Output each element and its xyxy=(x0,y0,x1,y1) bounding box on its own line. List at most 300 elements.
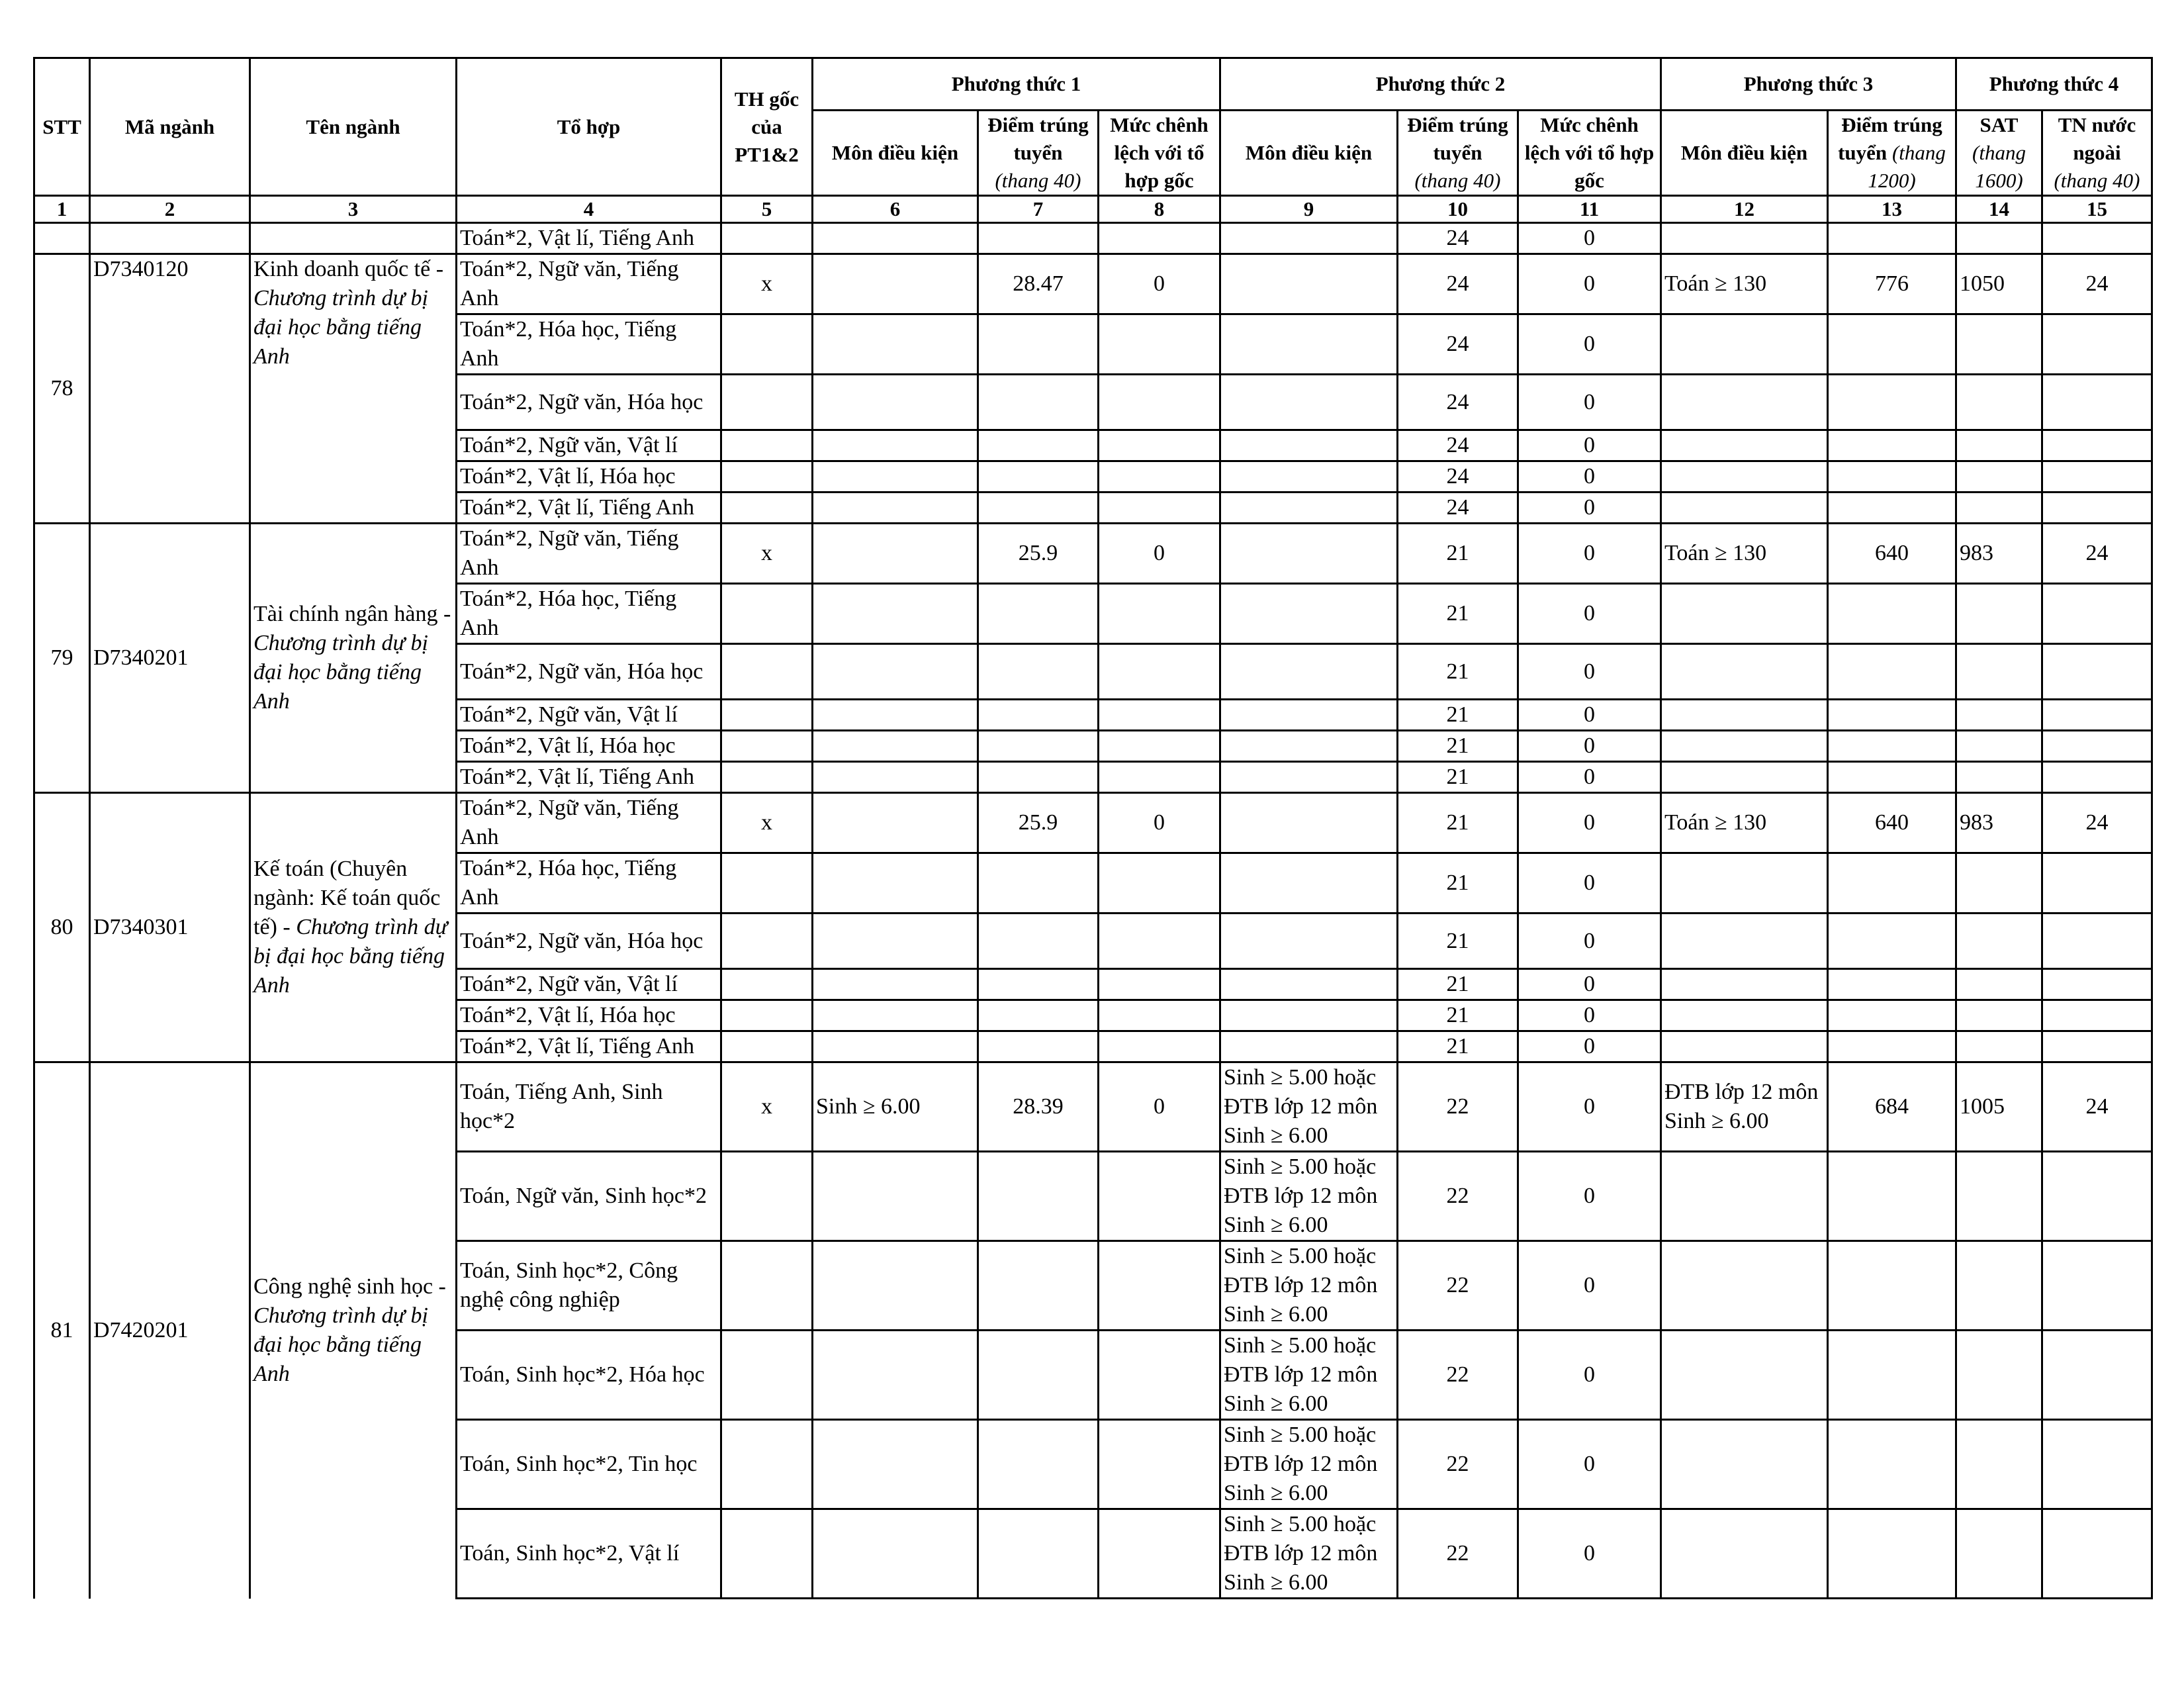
cell-empty xyxy=(813,644,978,700)
cell-empty xyxy=(978,492,1099,524)
cell-pt2-mon: Sinh ≥ 5.00 hoặc ĐTB lớp 12 môn Sinh ≥ 6.00 xyxy=(1220,1509,1398,1599)
cell-pt2-chenh: 0 xyxy=(1518,492,1661,524)
header-pt2-mon: Môn điều kiện xyxy=(1220,111,1398,196)
cell-empty xyxy=(1099,914,1220,969)
cell-pt2-chenh: 0 xyxy=(1518,644,1661,700)
cell-empty xyxy=(813,731,978,762)
cell-empty xyxy=(721,700,813,731)
cell-empty xyxy=(1956,762,2042,793)
cell-empty xyxy=(1956,223,2042,254)
cell-empty xyxy=(2042,1000,2152,1031)
cell-pt3-mon: Toán ≥ 130 xyxy=(1661,793,1828,853)
cell-to-hop: Toán*2, Ngữ văn, Vật lí xyxy=(457,430,721,461)
cell-empty xyxy=(1099,1000,1220,1031)
cell-empty xyxy=(1220,223,1398,254)
cell-pt3-diem: 776 xyxy=(1828,254,1956,314)
cell-to-hop: Toán*2, Hóa học, Tiếng Anh xyxy=(457,584,721,644)
cell-empty xyxy=(1661,1031,1828,1062)
cell-empty xyxy=(34,223,90,254)
header-pt1: Phương thức 1 xyxy=(813,58,1220,111)
cell-empty xyxy=(1661,1331,1828,1420)
cell-pt1-diem: 25.9 xyxy=(978,524,1099,584)
cell-empty xyxy=(1956,375,2042,430)
cell-empty xyxy=(2042,644,2152,700)
cell-pt2-diem: 21 xyxy=(1398,853,1518,914)
cell-pt2-chenh: 0 xyxy=(1518,700,1661,731)
cell-pt2-diem: 24 xyxy=(1398,223,1518,254)
cell-pt2-diem: 21 xyxy=(1398,914,1518,969)
header-pt3-mon: Môn điều kiện xyxy=(1661,111,1828,196)
cell-pt1-chenh: 0 xyxy=(1099,1062,1220,1152)
cell-pt2-mon xyxy=(1220,644,1398,700)
cell-to-hop: Toán*2, Vật lí, Tiếng Anh xyxy=(457,762,721,793)
cell-empty xyxy=(1828,853,1956,914)
cell-empty xyxy=(1661,461,1828,492)
cell-empty xyxy=(813,914,978,969)
header-pt2: Phương thức 2 xyxy=(1220,58,1661,111)
header-pt2-diem-label: Điểm trúng tuyển xyxy=(1407,113,1508,164)
cell-empty xyxy=(2042,1420,2152,1509)
cell-empty xyxy=(978,1331,1099,1420)
cell-th-goc: x xyxy=(721,793,813,853)
cell-empty xyxy=(813,223,978,254)
cell-ma-nganh: D7420201 xyxy=(90,1062,250,1599)
header-sat xyxy=(1956,111,2042,196)
cell-empty xyxy=(1661,700,1828,731)
cell-to-hop: Toán*2, Vật lí, Hóa học xyxy=(457,731,721,762)
cell-empty xyxy=(721,584,813,644)
cell-pt2-chenh: 0 xyxy=(1518,524,1661,584)
cell-empty xyxy=(2042,700,2152,731)
cell-pt2-diem: 21 xyxy=(1398,524,1518,584)
cell-empty xyxy=(1099,853,1220,914)
cell-empty xyxy=(1661,492,1828,524)
admission-table xyxy=(33,57,2153,1599)
cell-pt2-diem: 24 xyxy=(1398,492,1518,524)
col-number: 2 xyxy=(90,196,250,223)
cell-to-hop: Toán*2, Vật lí, Hóa học xyxy=(457,1000,721,1031)
ten-nganh-main: Kế toán (Chuyên ngành: Kế toán quốc tế) - xyxy=(253,857,441,939)
table-row xyxy=(34,223,2152,254)
cell-empty xyxy=(2042,731,2152,762)
cell-empty xyxy=(1099,1241,1220,1331)
cell-to-hop: Toán*2, Ngữ văn, Vật lí xyxy=(457,969,721,1000)
cell-pt2-mon xyxy=(1220,430,1398,461)
cell-empty xyxy=(978,1509,1099,1599)
cell-empty xyxy=(721,1509,813,1599)
cell-empty xyxy=(2042,1241,2152,1331)
cell-empty xyxy=(1099,584,1220,644)
cell-pt2-mon xyxy=(1220,492,1398,524)
cell-pt2-diem: 21 xyxy=(1398,700,1518,731)
cell-empty xyxy=(2042,853,2152,914)
cell-pt3-mon: Toán ≥ 130 xyxy=(1661,254,1828,314)
cell-empty xyxy=(2042,584,2152,644)
cell-empty xyxy=(978,584,1099,644)
cell-pt2-diem: 24 xyxy=(1398,314,1518,375)
cell-pt2-mon xyxy=(1220,731,1398,762)
col-number: 3 xyxy=(250,196,457,223)
cell-empty xyxy=(1661,731,1828,762)
cell-to-hop: Toán*2, Ngữ văn, Tiếng Anh xyxy=(457,254,721,314)
cell-pt2-diem: 21 xyxy=(1398,762,1518,793)
cell-tn: 24 xyxy=(2042,1062,2152,1152)
cell-pt3-diem: 640 xyxy=(1828,524,1956,584)
cell-empty xyxy=(2042,914,2152,969)
cell-pt2-mon xyxy=(1220,793,1398,853)
table-row xyxy=(34,254,2152,314)
cell-pt2-mon xyxy=(1220,375,1398,430)
cell-empty xyxy=(813,1420,978,1509)
cell-to-hop: Toán, Sinh học*2, Tin học xyxy=(457,1420,721,1509)
cell-pt1-chenh: 0 xyxy=(1099,254,1220,314)
cell-empty xyxy=(1956,430,2042,461)
cell-empty xyxy=(2042,969,2152,1000)
cell-sat: 1005 xyxy=(1956,1062,2042,1152)
cell-pt2-chenh: 0 xyxy=(1518,731,1661,762)
cell-empty xyxy=(1661,430,1828,461)
cell-empty xyxy=(1956,584,2042,644)
cell-pt1-chenh: 0 xyxy=(1099,524,1220,584)
cell-empty xyxy=(978,700,1099,731)
cell-to-hop: Toán, Sinh học*2, Hóa học xyxy=(457,1331,721,1420)
cell-pt2-mon xyxy=(1220,584,1398,644)
cell-empty xyxy=(721,1331,813,1420)
cell-to-hop: Toán*2, Ngữ văn, Vật lí xyxy=(457,700,721,731)
cell-empty xyxy=(1956,1241,2042,1331)
cell-empty xyxy=(1099,314,1220,375)
ten-nganh-main: Kinh doanh quốc tế - xyxy=(253,257,444,281)
cell-pt2-chenh: 0 xyxy=(1518,762,1661,793)
cell-empty xyxy=(978,375,1099,430)
header-ten-nganh: Tên ngành xyxy=(250,58,457,196)
cell-pt1-diem: 28.39 xyxy=(978,1062,1099,1152)
cell-pt2-chenh: 0 xyxy=(1518,1509,1661,1599)
cell-pt2-chenh: 0 xyxy=(1518,1152,1661,1241)
cell-empty xyxy=(1661,1509,1828,1599)
cell-pt2-diem: 22 xyxy=(1398,1331,1518,1420)
cell-pt2-diem: 21 xyxy=(1398,969,1518,1000)
cell-pt2-diem: 21 xyxy=(1398,644,1518,700)
cell-empty xyxy=(1828,1420,1956,1509)
cell-th-goc: x xyxy=(721,254,813,314)
cell-empty xyxy=(978,853,1099,914)
cell-empty xyxy=(1099,969,1220,1000)
col-number: 13 xyxy=(1828,196,1956,223)
cell-pt2-chenh: 0 xyxy=(1518,1031,1661,1062)
table-body xyxy=(34,223,2152,1599)
header-pt3-diem-scale: (thang 1200) xyxy=(1868,141,1946,192)
cell-empty xyxy=(1956,969,2042,1000)
col-number: 5 xyxy=(721,196,813,223)
cell-empty xyxy=(978,644,1099,700)
cell-to-hop: Toán, Sinh học*2, Công nghệ công nghiệp xyxy=(457,1241,721,1331)
cell-empty xyxy=(1956,1152,2042,1241)
cell-empty xyxy=(813,375,978,430)
cell-empty xyxy=(1956,914,2042,969)
cell-empty xyxy=(721,1420,813,1509)
cell-to-hop: Toán*2, Hóa học, Tiếng Anh xyxy=(457,314,721,375)
header-stt: STT xyxy=(34,58,90,196)
cell-empty xyxy=(90,223,250,254)
cell-stt: 78 xyxy=(34,254,90,524)
col-number: 4 xyxy=(457,196,721,223)
cell-empty xyxy=(1661,762,1828,793)
cell-stt: 81 xyxy=(34,1062,90,1599)
cell-empty xyxy=(1956,644,2042,700)
header-ma-nganh: Mã ngành xyxy=(90,58,250,196)
cell-pt2-mon xyxy=(1220,254,1398,314)
cell-empty xyxy=(721,914,813,969)
cell-pt2-diem: 22 xyxy=(1398,1152,1518,1241)
cell-empty xyxy=(978,1241,1099,1331)
cell-empty xyxy=(813,1000,978,1031)
cell-empty xyxy=(1828,969,1956,1000)
col-number: 10 xyxy=(1398,196,1518,223)
cell-empty xyxy=(978,430,1099,461)
header-pt1-diem-label: Điểm trúng tuyển xyxy=(987,113,1089,164)
cell-pt1-mon xyxy=(813,524,978,584)
cell-pt2-diem: 22 xyxy=(1398,1509,1518,1599)
col-number: 7 xyxy=(978,196,1099,223)
cell-empty xyxy=(1956,1509,2042,1599)
col-number: 11 xyxy=(1518,196,1661,223)
cell-empty xyxy=(813,1241,978,1331)
cell-pt2-chenh: 0 xyxy=(1518,969,1661,1000)
cell-pt2-diem: 22 xyxy=(1398,1241,1518,1331)
cell-pt3-diem: 684 xyxy=(1828,1062,1956,1152)
cell-empty xyxy=(1956,492,2042,524)
cell-empty xyxy=(1828,492,1956,524)
header-pt1-chenh: Mức chênh lệch với tổ hợp gốc xyxy=(1099,111,1220,196)
cell-ten-nganh xyxy=(250,1062,457,1599)
cell-ma-nganh: D7340301 xyxy=(90,793,250,1062)
cell-pt2-chenh: 0 xyxy=(1518,793,1661,853)
header-pt2-chenh: Mức chênh lệch với tổ hợp gốc xyxy=(1518,111,1661,196)
cell-empty xyxy=(2042,223,2152,254)
cell-pt2-chenh: 0 xyxy=(1518,1062,1661,1152)
cell-pt2-chenh: 0 xyxy=(1518,461,1661,492)
col-number: 14 xyxy=(1956,196,2042,223)
ten-nganh-italic: Chương trình dự bị đại học bằng tiếng Anh xyxy=(253,1303,428,1387)
cell-pt2-mon xyxy=(1220,969,1398,1000)
cell-pt2-diem: 24 xyxy=(1398,461,1518,492)
cell-empty xyxy=(813,762,978,793)
cell-empty xyxy=(721,762,813,793)
cell-empty xyxy=(1661,584,1828,644)
cell-empty xyxy=(978,1420,1099,1509)
cell-pt2-chenh: 0 xyxy=(1518,254,1661,314)
cell-empty xyxy=(813,461,978,492)
cell-empty xyxy=(1956,853,2042,914)
cell-pt2-chenh: 0 xyxy=(1518,914,1661,969)
cell-sat: 983 xyxy=(1956,793,2042,853)
cell-empty xyxy=(1828,1152,1956,1241)
cell-pt2-diem: 22 xyxy=(1398,1420,1518,1509)
cell-pt2-chenh: 0 xyxy=(1518,584,1661,644)
header-pt1-mon: Môn điều kiện xyxy=(813,111,978,196)
cell-empty xyxy=(978,223,1099,254)
cell-pt2-chenh: 0 xyxy=(1518,375,1661,430)
cell-empty xyxy=(1099,1509,1220,1599)
cell-to-hop: Toán*2, Hóa học, Tiếng Anh xyxy=(457,853,721,914)
cell-tn: 24 xyxy=(2042,793,2152,853)
cell-pt3-diem: 640 xyxy=(1828,793,1956,853)
ten-nganh-italic: Chương trình dự bị đại học bằng tiếng Anh xyxy=(253,631,428,714)
cell-empty xyxy=(1828,375,1956,430)
cell-empty xyxy=(1828,1031,1956,1062)
ten-nganh-italic: Chương trình dự bị đại học bằng tiếng Anh xyxy=(253,915,448,998)
cell-empty xyxy=(1956,1031,2042,1062)
cell-empty xyxy=(721,853,813,914)
cell-pt2-chenh: 0 xyxy=(1518,1241,1661,1331)
cell-pt1-mon xyxy=(813,793,978,853)
cell-empty xyxy=(1661,1000,1828,1031)
header-pt3-diem-label: Điểm trúng tuyển xyxy=(1838,113,1942,164)
header-th-goc: TH gốc của PT1&2 xyxy=(721,58,813,196)
cell-pt2-mon xyxy=(1220,1000,1398,1031)
cell-empty xyxy=(721,969,813,1000)
header-tn-label: TN nước ngoài xyxy=(2058,113,2136,164)
cell-pt2-chenh: 0 xyxy=(1518,1000,1661,1031)
cell-empty xyxy=(2042,1152,2152,1241)
cell-to-hop: Toán*2, Vật lí, Tiếng Anh xyxy=(457,1031,721,1062)
header-pt3: Phương thức 3 xyxy=(1661,58,1956,111)
cell-pt1-mon: Sinh ≥ 6.00 xyxy=(813,1062,978,1152)
cell-empty xyxy=(1828,914,1956,969)
cell-empty xyxy=(978,1152,1099,1241)
cell-to-hop: Toán*2, Ngữ văn, Tiếng Anh xyxy=(457,793,721,853)
cell-tn: 24 xyxy=(2042,254,2152,314)
cell-pt2-mon: Sinh ≥ 5.00 hoặc ĐTB lớp 12 môn Sinh ≥ 6.00 xyxy=(1220,1062,1398,1152)
ten-nganh-italic: Chương trình dự bị đại học bằng tiếng Anh xyxy=(253,286,428,369)
cell-to-hop: Toán*2, Vật lí, Hóa học xyxy=(457,461,721,492)
cell-empty xyxy=(1661,223,1828,254)
cell-empty xyxy=(1661,853,1828,914)
cell-empty xyxy=(1099,700,1220,731)
cell-pt2-mon xyxy=(1220,524,1398,584)
cell-empty xyxy=(813,1331,978,1420)
cell-tn: 24 xyxy=(2042,524,2152,584)
cell-to-hop: Toán*2, Ngữ văn, Hóa học xyxy=(457,644,721,700)
cell-empty xyxy=(978,461,1099,492)
cell-empty xyxy=(2042,492,2152,524)
cell-to-hop: Toán*2, Ngữ văn, Tiếng Anh xyxy=(457,524,721,584)
cell-pt2-mon xyxy=(1220,461,1398,492)
cell-empty xyxy=(1828,223,1956,254)
cell-empty xyxy=(1099,1420,1220,1509)
cell-pt2-mon: Sinh ≥ 5.00 hoặc ĐTB lớp 12 môn Sinh ≥ 6.00 xyxy=(1220,1420,1398,1509)
cell-empty xyxy=(1828,1509,1956,1599)
cell-empty xyxy=(813,1152,978,1241)
cell-empty xyxy=(721,1241,813,1331)
cell-empty xyxy=(2042,1031,2152,1062)
cell-empty xyxy=(1828,1331,1956,1420)
cell-empty xyxy=(1099,1331,1220,1420)
ten-nganh-main: Tài chính ngân hàng - xyxy=(253,602,451,626)
cell-empty xyxy=(1099,1031,1220,1062)
cell-pt2-diem: 24 xyxy=(1398,254,1518,314)
cell-pt3-mon: ĐTB lớp 12 môn Sinh ≥ 6.00 xyxy=(1661,1062,1828,1152)
cell-empty xyxy=(721,314,813,375)
cell-empty xyxy=(1828,762,1956,793)
cell-empty xyxy=(1661,1152,1828,1241)
cell-empty xyxy=(721,1152,813,1241)
header-tn-scale: (thang 40) xyxy=(2054,169,2140,192)
cell-pt1-diem: 25.9 xyxy=(978,793,1099,853)
cell-pt2-chenh: 0 xyxy=(1518,223,1661,254)
cell-pt2-chenh: 0 xyxy=(1518,314,1661,375)
cell-empty xyxy=(1956,731,2042,762)
cell-empty xyxy=(813,1031,978,1062)
cell-empty xyxy=(1956,1420,2042,1509)
cell-empty xyxy=(1828,1241,1956,1331)
cell-to-hop: Toán, Ngữ văn, Sinh học*2 xyxy=(457,1152,721,1241)
cell-pt2-chenh: 0 xyxy=(1518,1420,1661,1509)
cell-empty xyxy=(813,969,978,1000)
table-row xyxy=(34,793,2152,853)
cell-empty xyxy=(721,731,813,762)
cell-pt2-mon xyxy=(1220,700,1398,731)
cell-empty xyxy=(978,1031,1099,1062)
cell-empty xyxy=(813,314,978,375)
cell-empty xyxy=(813,700,978,731)
cell-empty xyxy=(978,731,1099,762)
header-tn xyxy=(2042,111,2152,196)
cell-empty xyxy=(813,584,978,644)
cell-empty xyxy=(978,969,1099,1000)
cell-empty xyxy=(1828,731,1956,762)
cell-empty xyxy=(721,644,813,700)
cell-ma-nganh: D7340201 xyxy=(90,524,250,793)
cell-empty xyxy=(1099,1152,1220,1241)
cell-empty xyxy=(1828,584,1956,644)
cell-empty xyxy=(1099,375,1220,430)
cell-empty xyxy=(813,430,978,461)
cell-empty xyxy=(2042,1331,2152,1420)
cell-ten-nganh xyxy=(250,793,457,1062)
cell-pt2-diem: 24 xyxy=(1398,375,1518,430)
cell-empty xyxy=(2042,314,2152,375)
cell-pt2-mon: Sinh ≥ 5.00 hoặc ĐTB lớp 12 môn Sinh ≥ 6.00 xyxy=(1220,1152,1398,1241)
cell-empty xyxy=(1099,223,1220,254)
header-pt4: Phương thức 4 xyxy=(1956,58,2152,111)
cell-pt3-mon: Toán ≥ 130 xyxy=(1661,524,1828,584)
cell-empty xyxy=(978,1000,1099,1031)
cell-to-hop: Toán*2, Vật lí, Tiếng Anh xyxy=(457,223,721,254)
col-number: 9 xyxy=(1220,196,1398,223)
cell-empty xyxy=(1099,731,1220,762)
col-number: 12 xyxy=(1661,196,1828,223)
cell-stt: 80 xyxy=(34,793,90,1062)
cell-to-hop: Toán, Sinh học*2, Vật lí xyxy=(457,1509,721,1599)
header-pt3-diem xyxy=(1828,111,1956,196)
cell-empty xyxy=(1661,1241,1828,1331)
cell-empty xyxy=(1956,1000,2042,1031)
header-sat-label: SAT xyxy=(1979,113,2019,136)
header-pt1-diem-scale: (thang 40) xyxy=(995,169,1081,192)
col-number: 1 xyxy=(34,196,90,223)
cell-empty xyxy=(1661,969,1828,1000)
cell-pt2-diem: 21 xyxy=(1398,793,1518,853)
cell-empty xyxy=(1828,314,1956,375)
cell-th-goc: x xyxy=(721,524,813,584)
header-pt1-diem xyxy=(978,111,1099,196)
col-number: 6 xyxy=(813,196,978,223)
cell-empty xyxy=(1661,914,1828,969)
cell-empty xyxy=(1828,700,1956,731)
ten-nganh-main: Công nghệ sinh học - xyxy=(253,1274,446,1299)
